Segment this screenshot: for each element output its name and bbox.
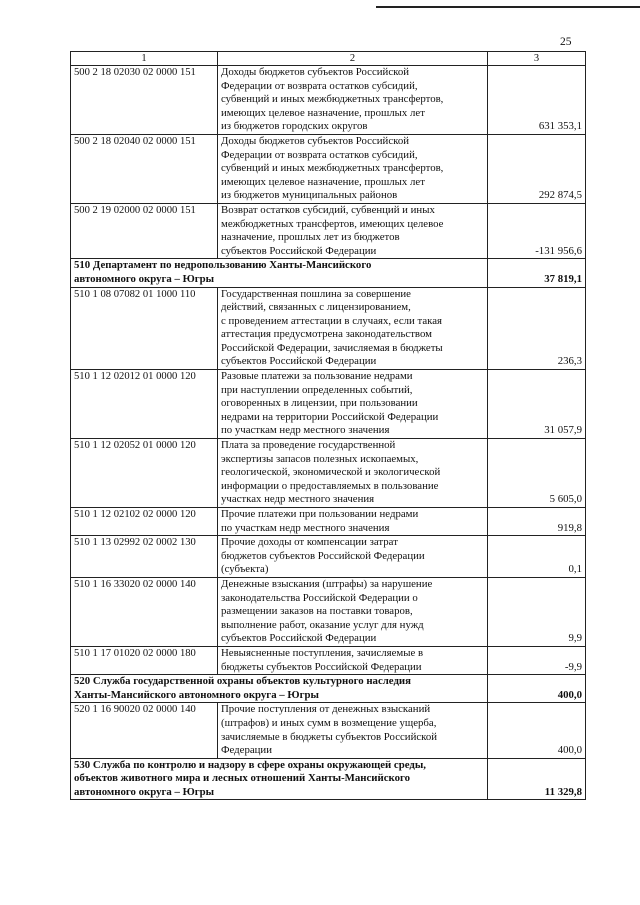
budget-code: 510 1 13 02992 02 0002 130 — [71, 536, 218, 578]
description-line: из бюджетов городских округов — [221, 120, 368, 133]
description-line: субвенций и иных межбюджетных трансфертов, — [221, 162, 444, 175]
budget-code: 500 2 18 02040 02 0000 151 — [71, 134, 218, 203]
description-line: (штрафов) и иных сумм в возмещение ущерба, — [221, 716, 437, 729]
revenue-description — [218, 508, 488, 536]
description-line: размещении заказов на поставки товаров, — [221, 605, 413, 618]
description-line: действий, связанных с лицензированием, — [221, 301, 411, 314]
description-line: Разовые платежи за пользование недрами — [221, 370, 413, 383]
table-row — [71, 287, 586, 370]
table-row — [71, 203, 586, 258]
description-line: Прочие платежи при пользовании недрами — [221, 508, 419, 520]
column-header-1: 1 — [71, 52, 218, 66]
description-line: недрами на территории Российской Федерации — [221, 410, 439, 423]
budget-code: 500 2 18 02030 02 0000 151 — [71, 66, 218, 135]
amount-value: -131 956,6 — [488, 203, 586, 258]
description-line: Доходы бюджетов субъектов Российской — [221, 66, 409, 78]
budget-code: 510 1 12 02012 01 0000 120 — [71, 370, 218, 439]
amount-value: 292 874,5 — [488, 134, 586, 203]
description-line: из бюджетов муниципальных районов — [221, 189, 398, 202]
description-line: экспертизы запасов полезных ископаемых, — [221, 452, 419, 465]
section-title-line: 520 Служба государственной охраны объектов культурного наследия — [74, 675, 411, 688]
description-line: субвенций и иных межбюджетных трансфертов, — [221, 93, 444, 106]
amount-value: -9,9 — [488, 646, 586, 674]
table-row — [71, 66, 586, 135]
description-line: Доходы бюджетов субъектов Российской — [221, 134, 409, 147]
section-title-line: Ханты-Мансийского автономного округа – Югры — [74, 688, 319, 701]
description-line: аттестация предусмотрена законодательством — [221, 328, 432, 341]
section-title-line: автономного округа – Югры — [74, 785, 215, 798]
budget-code: 510 1 16 33020 02 0000 140 — [71, 577, 218, 646]
amount-value: 631 353,1 — [488, 66, 586, 135]
description-line: бюджеты субъектов Российской Федерации — [221, 660, 422, 673]
description-line: участках недр местного значения — [221, 493, 375, 506]
amount-value: 0,1 — [488, 536, 586, 578]
description-line: имеющих целевое назначение, прошлых лет — [221, 106, 425, 119]
description-line: Невыясненные поступления, зачисляемые в — [221, 646, 424, 659]
description-line: Возврат остатков субсидий, субвенций и иных — [221, 203, 435, 216]
revenue-description — [218, 203, 488, 258]
description-line: оговоренных в лицензии, при пользовании — [221, 397, 418, 410]
section-title-line: объектов животного мира и лесных отношений Ханты-Мансийского — [74, 772, 411, 785]
description-line: Прочие доходы от компенсации затрат — [221, 536, 398, 549]
amount-value: 9,9 — [488, 577, 586, 646]
description-line: Федерации — [221, 744, 272, 757]
section-title — [71, 259, 488, 287]
revenue-description — [218, 439, 488, 508]
revenue-description — [218, 646, 488, 674]
section-row — [71, 675, 586, 703]
description-line: субъектов Российской Федерации — [221, 244, 377, 257]
description-line: Прочие поступления от денежных взысканий — [221, 703, 431, 716]
description-line: выполнение работ, оказание услуг для нужд — [221, 618, 424, 631]
description-line: Государственная пошлина за совершение — [221, 287, 411, 300]
budget-code: 510 1 17 01020 02 0000 180 — [71, 646, 218, 674]
description-line: Федерации от возврата остатков субсидий, — [221, 148, 418, 161]
description-line: назначение, прошлых лет из бюджетов — [221, 231, 400, 244]
table-header-row — [71, 52, 586, 66]
revenue-description — [218, 577, 488, 646]
description-line: по участкам недр местного значения — [221, 521, 390, 534]
section-title-line: автономного округа – Югры — [74, 272, 215, 285]
amount-value: 5 605,0 — [488, 439, 586, 508]
section-title-line: 530 Служба по контролю и надзору в сфере охраны окружающей среды, — [74, 758, 426, 771]
column-header-3: 3 — [488, 52, 586, 66]
description-line: законодательства Российской Федерации о — [221, 591, 418, 604]
section-row — [71, 758, 586, 800]
revenue-description — [218, 66, 488, 135]
description-line: межбюджетных трансфертов, имеющих целевое — [221, 217, 444, 230]
budget-revenue-table — [70, 51, 586, 800]
description-line: имеющих целевое назначение, прошлых лет — [221, 175, 425, 188]
revenue-description — [218, 703, 488, 758]
description-line: зачисляемые в бюджеты субъектов Российской — [221, 730, 438, 743]
amount-value: 919,8 — [488, 508, 586, 536]
table-row — [71, 134, 586, 203]
section-row — [71, 259, 586, 287]
description-line: при наступлении определенных событий, — [221, 383, 413, 396]
description-line: субъектов Российской Федерации — [221, 632, 377, 645]
table-row — [71, 439, 586, 508]
budget-code: 510 1 12 02102 02 0000 120 — [71, 508, 218, 536]
budget-code: 510 1 08 07082 01 1000 110 — [71, 287, 218, 370]
section-title-line: 510 Департамент по недропользованию Ханты-Мансийского — [74, 259, 372, 272]
description-line: Плата за проведение государственной — [221, 439, 396, 452]
description-line: (субъекта) — [221, 563, 269, 576]
column-header-2: 2 — [218, 52, 488, 66]
description-line: субъектов Российской Федерации — [221, 355, 377, 368]
table-row — [71, 536, 586, 578]
section-title — [71, 758, 488, 800]
description-line: Федерации от возврата остатков субсидий, — [221, 79, 418, 92]
revenue-description — [218, 134, 488, 203]
table-row — [71, 508, 586, 536]
description-line: Российской Федерации, зачисляемая в бюджеты — [221, 341, 443, 354]
table-row — [71, 370, 586, 439]
amount-value: 236,3 — [488, 287, 586, 370]
section-total-value: 400,0 — [488, 675, 586, 703]
table-row — [71, 577, 586, 646]
table-row — [71, 646, 586, 674]
budget-code: 500 2 19 02000 02 0000 151 — [71, 203, 218, 258]
revenue-description — [218, 287, 488, 370]
description-line: бюджетов субъектов Российской Федерации — [221, 549, 425, 562]
description-line: с проведением аттестации в случаях, если такая — [221, 314, 442, 327]
description-line: информации о предоставляемых в пользование — [221, 479, 439, 492]
description-line: по участкам недр местного значения — [221, 424, 390, 437]
budget-code: 520 1 16 90020 02 0000 140 — [71, 703, 218, 758]
section-title — [71, 675, 488, 703]
amount-value: 400,0 — [488, 703, 586, 758]
revenue-description — [218, 536, 488, 578]
section-total-value: 37 819,1 — [488, 259, 586, 287]
description-line: геологической, экономической и экологической — [221, 466, 441, 479]
revenue-description — [218, 370, 488, 439]
table-row — [71, 703, 586, 758]
amount-value: 31 057,9 — [488, 370, 586, 439]
description-line: Денежные взыскания (штрафы) за нарушение — [221, 577, 433, 590]
budget-code: 510 1 12 02052 01 0000 120 — [71, 439, 218, 508]
section-total-value: 11 329,8 — [488, 758, 586, 800]
top-border-line — [376, 6, 640, 8]
page-number: 25 — [560, 36, 572, 48]
